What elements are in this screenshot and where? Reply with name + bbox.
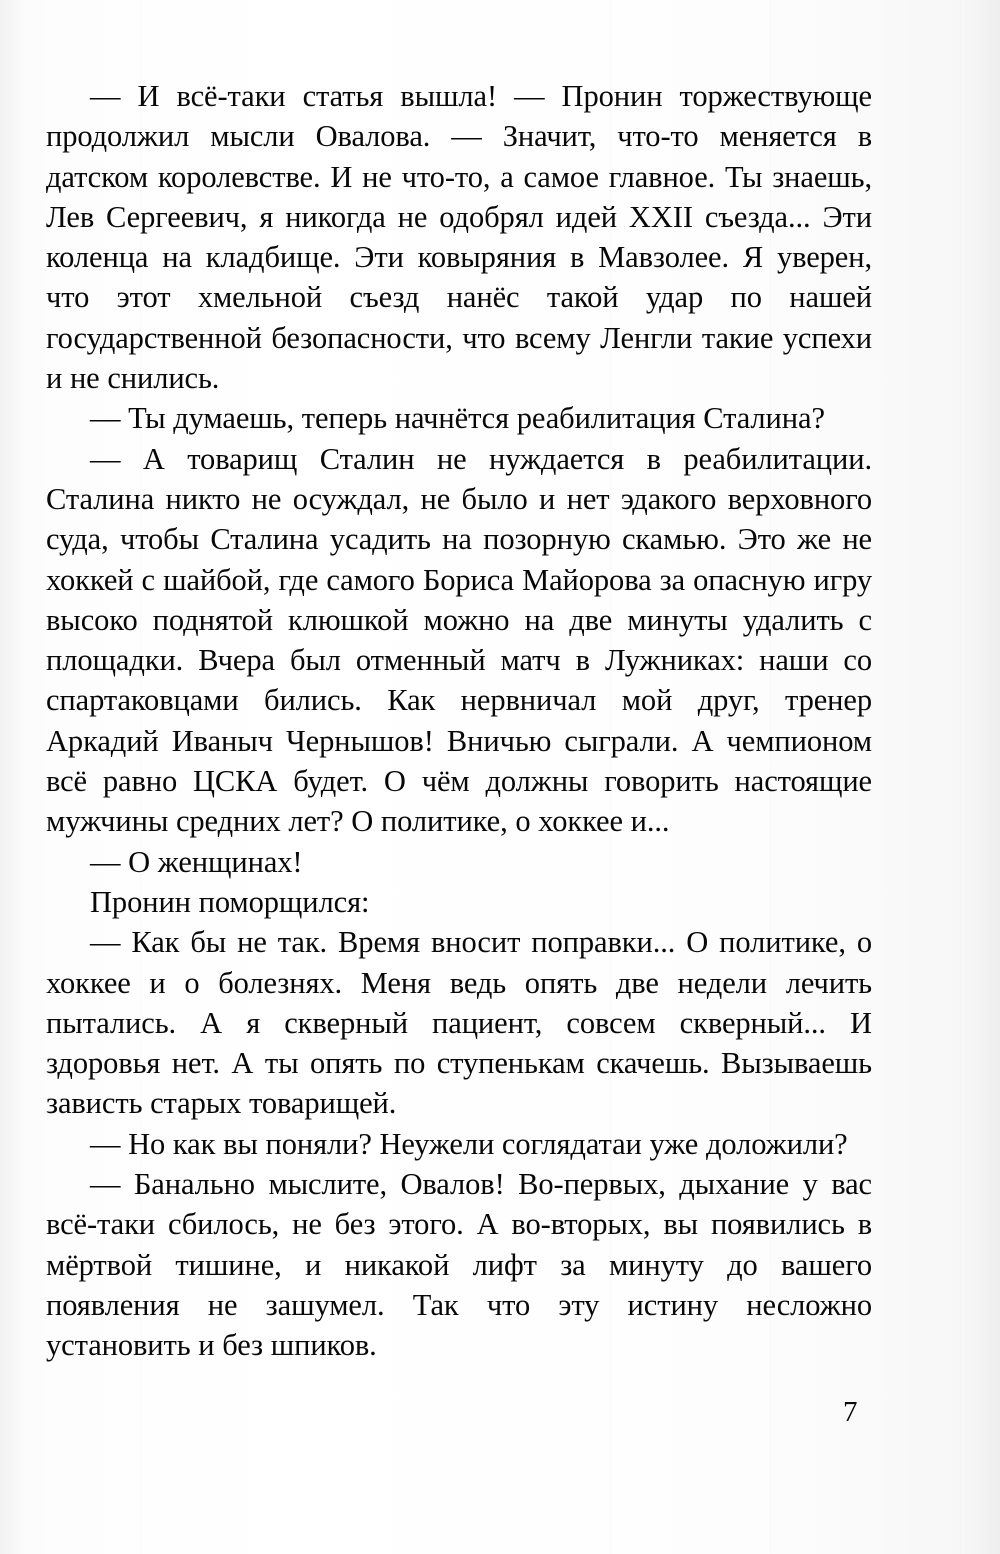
paragraph: — Как бы не так. Время вносит поправки... О политике, о хоккее и о болезнях. Меня ведь опять две недели лечить пытались. А я скверный пациент, совсем скверный... И здоровья нет. А ты опять по ступенькам скачешь. Вызываешь зависть старых товарищей.	[46, 925, 872, 1121]
scan-artifact-band	[960, 0, 961, 1554]
paragraph: — Ты думаешь, теперь начнётся реабилитация Сталина?	[90, 401, 825, 436]
paragraph: — И всё-таки статья вышла! — Пронин торжествующе продолжил мысли Овалова. — Значит, что-то меняется в датском королевстве. И не что-то, а самое главное. Ты знаешь, Лев Сергеевич, я никогда не одобрял идей XXII съезда... Эти коленца на кладбище. Эти ковыряния в Мавзолее. Я уверен, что этот хмельной съезд нанёс такой удар по нашей государственной безопасности, что всему Ленгли такие успехи и не снились.	[46, 79, 872, 396]
paragraph: — Банально мыслите, Овалов! Во-первых, дыхание у вас всё-таки сбилось, не без этого. А во-вторых, вы появились в мёртвой тишине, и никакой лифт за минуту до вашего появления не зашумел. Так что эту истину несложно установить и без шпиков.	[46, 1167, 872, 1363]
paragraph: Пронин поморщился:	[90, 884, 370, 919]
paragraph: — Но как вы поняли? Неужели соглядатаи уже доложили?	[90, 1126, 848, 1161]
paragraph: — О женщинах!	[90, 844, 303, 879]
page-text-block	[46, 76, 872, 1366]
page-number: 7	[843, 1396, 858, 1428]
paragraph: — А товарищ Сталин не нуждается в реабилитации. Сталина никто не осуждал, не было и нет эдакого верховного суда, чтобы Сталина усадить на позорную скамью. Это же не хоккей с шайбой, где самого Бориса Майорова за опасную игру высоко поднятой клюшкой можно на две минуты удалить с площадки. Вчера был отменный матч в Лужниках: наши со спартаковцами бились. Как нервничал мой друг, тренер Аркадий Иваныч Чернышов! Вничью сыграли. А чемпионом всё равно ЦСКА будет. О чём должны говорить настоящие мужчины средних лет? О политике, о хоккее и...	[46, 441, 872, 839]
